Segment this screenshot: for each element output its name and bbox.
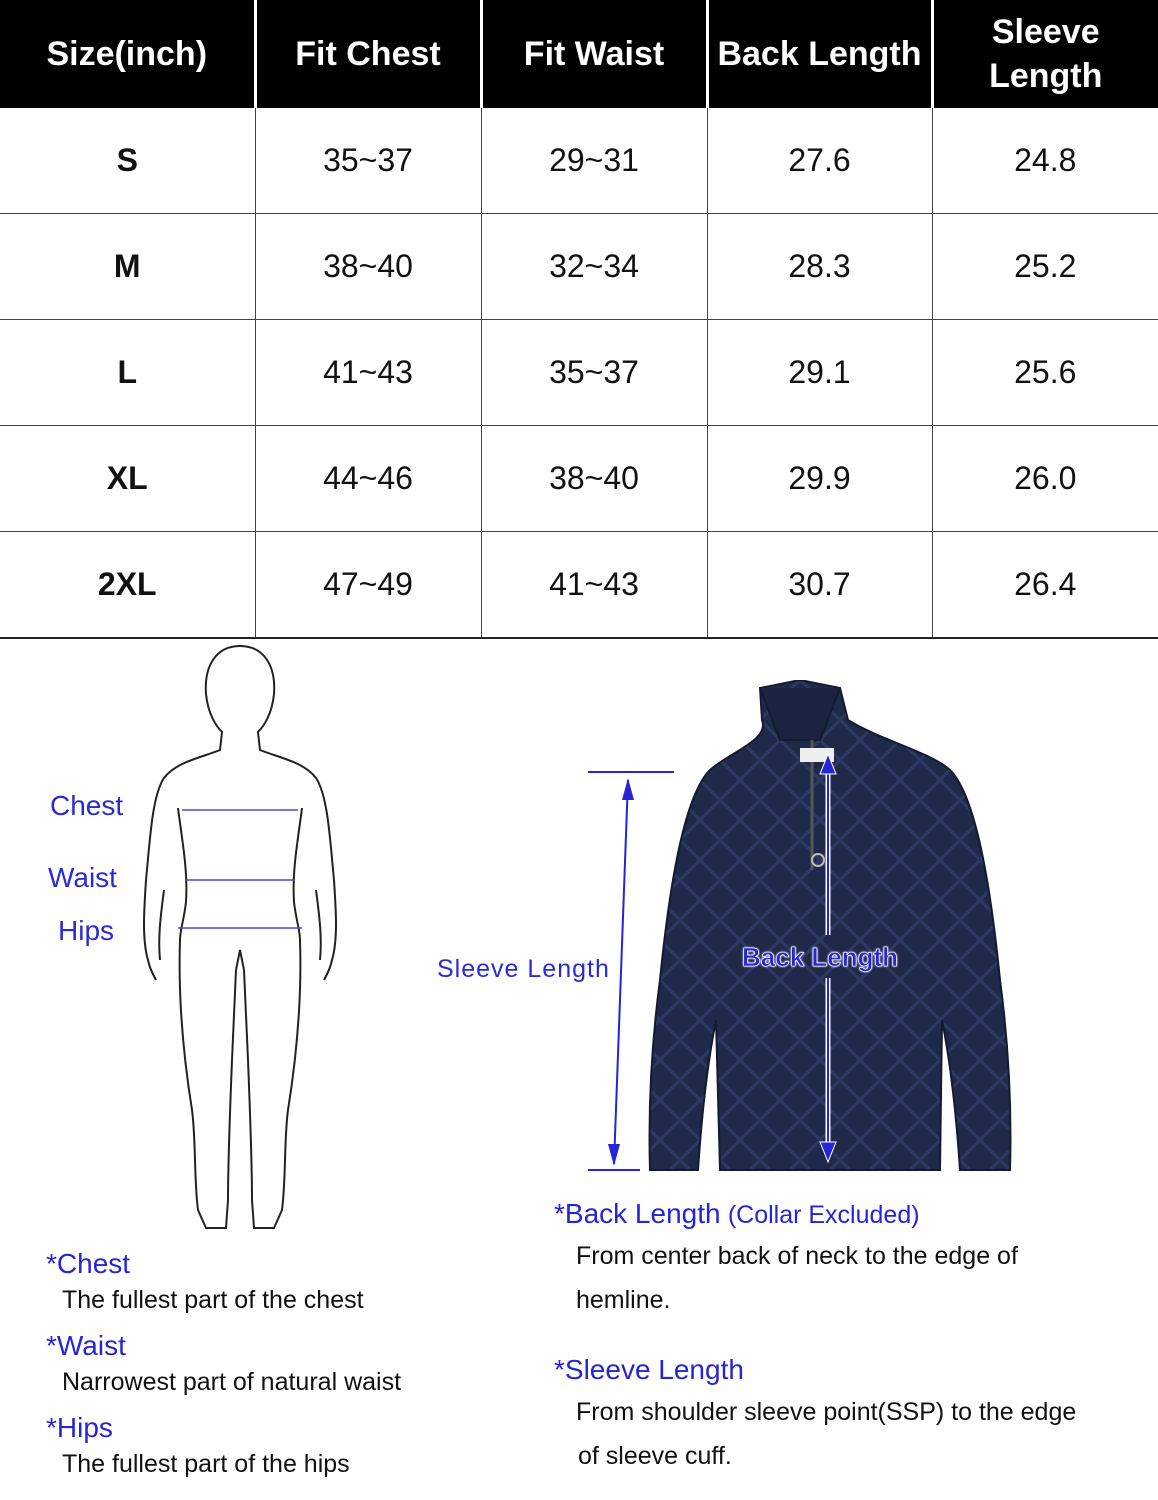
sleeve-length-cell: 24.8 [932,108,1158,214]
sleeve-length-label: Sleeve Length [437,955,610,983]
chest-cell: 38~40 [255,214,481,320]
size-cell: M [0,214,255,320]
header-fit-waist: Fit Waist [481,0,707,108]
table-row [0,108,1158,214]
waist-cell: 35~37 [481,320,707,426]
chest-cell: 41~43 [255,320,481,426]
header-size: Size(inch) [0,0,255,108]
waist-cell: 32~34 [481,214,707,320]
chest-cell: 47~49 [255,532,481,639]
body-notes [46,1248,466,1490]
body-outline-figure [130,640,350,1240]
chest-cell: 35~37 [255,108,481,214]
size-cell: XL [0,426,255,532]
size-cell: L [0,320,255,426]
note-back-length-body-2: hemline. [576,1286,671,1314]
table-header-row [0,0,1158,108]
note-sleeve-length-head: *Sleeve Length [554,1354,744,1385]
note-chest-body: The fullest part of the chest [62,1286,364,1314]
note-waist-body: Narrowest part of natural waist [62,1368,402,1396]
sleeve-length-cell: 26.4 [932,532,1158,639]
note-sleeve-length-body-2: of sleeve cuff. [578,1442,732,1470]
sleeve-length-cell: 25.2 [932,214,1158,320]
size-cell: 2XL [0,532,255,639]
waist-cell: 38~40 [481,426,707,532]
back-length-cell: 28.3 [707,214,932,320]
hips-label: Hips [58,915,115,946]
sleeve-length-cell: 25.6 [932,320,1158,426]
note-chest-head: *Chest [46,1248,131,1279]
note-hips-body: The fullest part of the hips [62,1450,350,1478]
back-length-cell: 29.1 [707,320,932,426]
back-length-cell: 30.7 [707,532,932,639]
sleeve-length-cell: 26.0 [932,426,1158,532]
size-chart-table [0,0,1158,639]
note-back-length-qualifier: (Collar Excluded) [727,1201,920,1229]
waist-cell: 29~31 [481,108,707,214]
note-hips-head: *Hips [46,1412,113,1443]
table-row [0,320,1158,426]
header-back-length: Back Length [707,0,932,108]
size-cell: S [0,108,255,214]
waist-label: Waist [48,862,117,893]
waist-cell: 41~43 [481,532,707,639]
note-back-length-body-1: From center back of neck to the edge of [576,1242,1018,1270]
header-fit-chest: Fit Chest [255,0,481,108]
table-row [0,426,1158,532]
note-back-length-head: *Back Length [554,1198,721,1229]
note-waist-head: *Waist [46,1330,126,1361]
back-length-label: Back Length [742,942,899,972]
note-sleeve-length-body-1: From shoulder sleeve point(SSP) to the edge [576,1398,1077,1426]
header-sleeve-length: Sleeve Length [932,0,1158,108]
back-length-cell: 27.6 [707,108,932,214]
back-length-cell: 29.9 [707,426,932,532]
table-row [0,532,1158,639]
chest-label: Chest [50,790,124,821]
chest-cell: 44~46 [255,426,481,532]
sweater-notes [554,1198,1154,1482]
table-row [0,214,1158,320]
